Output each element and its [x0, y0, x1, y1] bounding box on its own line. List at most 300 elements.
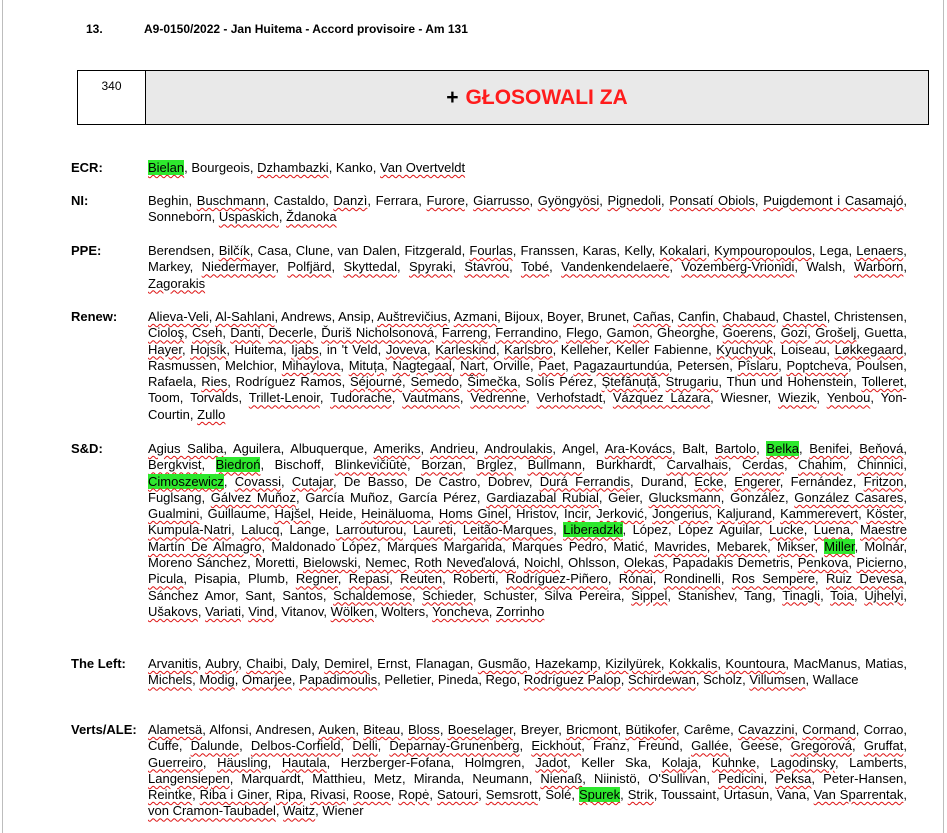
member-name: Grošelj [815, 325, 857, 341]
member-name: Ropė [398, 787, 430, 803]
member-name: Leitão-Marques [462, 522, 554, 538]
member-name: Mihaylova [281, 357, 341, 373]
member-name: Villumsen [749, 672, 806, 688]
member-name: Heinäluoma [361, 506, 431, 522]
member-name: Loiseau [780, 341, 827, 357]
member-name: Sonneborn [148, 209, 212, 225]
member-name: Ferrara [375, 193, 419, 208]
member-name: Androulakis [484, 441, 553, 456]
member-name: De Castro [414, 473, 477, 489]
member-name: Geier [608, 489, 640, 505]
member-name: Covassi [234, 473, 281, 489]
member-name: Bullmann [527, 457, 582, 473]
document-page [2, 0, 944, 833]
member-name: Incir [563, 506, 588, 522]
member-name: Cañas [633, 309, 671, 324]
member-name: Yoncheva [432, 603, 489, 619]
member-name: Dalunde [190, 738, 240, 754]
member-name: Tang [743, 587, 773, 603]
member-name: Kuhnke [711, 754, 756, 770]
member-name: Cerdas [742, 457, 784, 473]
member-name: Hojsík [190, 341, 227, 357]
member-name: Cutajar [291, 473, 334, 489]
member-name: Kaljurand [716, 506, 772, 522]
member-name: Lenaers [856, 243, 904, 258]
plus-symbol: + [446, 85, 459, 109]
member-name: Durand [640, 473, 684, 489]
member-name: Brglez [476, 457, 514, 473]
member-name: Poulsen [856, 357, 904, 373]
member-name: Fuglsang [148, 489, 202, 505]
member-name: Berendsen [148, 243, 211, 258]
member-name: Bartolo [714, 441, 757, 456]
member-name: Bloss [408, 722, 440, 737]
member-name-highlighted: Liberadzki [563, 522, 623, 538]
member-name: Flego [566, 325, 599, 341]
member-name: Scholz [703, 672, 743, 688]
member-name: Chahim [798, 457, 843, 473]
member-name: Borzan [421, 457, 463, 473]
member-name-highlighted: Belka [766, 441, 799, 456]
member-name: Azmani [453, 309, 498, 324]
member-name: Ferrandino [495, 325, 559, 341]
member-name: Roth Neveďalová [414, 555, 516, 571]
group-members: Alieva-Veli, Al-Sahlani, Andrews, Ansip, Auštrevičius, Azmani, Bijoux, Boyer, Brunet, Cañas, Canfin, Chabaud, Chastel, Christensen, Cioloş, Cseh, Danti, Decerle, Ďuriš Nicholsonová, Farreng, Ferrandino, Flego, Gamon, Gheorghe, Goerens, Gozi, Grošelj, Guetta, Hayer, Hojsík, Huitema, Ijabs, in 't Veld, Joveva, Karleskind, Karlsbro, Kelleher, Keller Fabienne, Kyuchyuk, Loiseau, Løkkegaard, Rasmussen, Melchior, Mihaylova, Mituța, Nagtegaal, Nart, Orville, Paet, Pagazaurtundúa, Petersen, Pîslaru, Poptcheva, Poulsen, Rafaela, Ries, Rodríguez Ramos, Séjourné, Semedo, Šimečka, Solís Pérez, Ștefănuță, Strugariu, Thun und Hohenstein, Tolleret, Toom, Torvalds, Trillet-Lenoir, Tudorache, Vautmans, Vedrenne, Verhofstadt, Vázquez Lázara, Wiesner, Wiezik, Yenbou, Yon-Courtin, Zullo [148, 309, 907, 422]
member-name: Agius Saliba [148, 441, 224, 456]
member-name: Miranda [413, 770, 461, 786]
member-name: Mikser [776, 538, 815, 554]
member-name: Andresen [255, 722, 312, 737]
member-name: Chastel [782, 309, 827, 324]
member-name: Auken [318, 722, 356, 737]
member-name: Nagtegaal [392, 357, 452, 373]
member-name: Nart [460, 357, 485, 373]
member-name: Cseh [192, 325, 223, 341]
member-name: Ždanoka [286, 209, 337, 225]
member-name: Jadot [535, 754, 568, 770]
member-name: von Cramon-Taubadel [148, 803, 276, 819]
member-name-highlighted: Cimoszewicz [148, 473, 224, 489]
member-name: Rafaela [148, 374, 193, 390]
member-name: Puigdemont i Casamajó [763, 193, 904, 208]
member-name: Melchior [225, 357, 274, 373]
member-name: Rodríguez Ramos [235, 374, 342, 390]
member-name: García Muñoz [305, 489, 389, 505]
member-name: Laureti [413, 522, 453, 538]
member-name: Séjourné [350, 374, 403, 390]
member-name: Ros Sempere [731, 571, 816, 587]
member-name: Luena [813, 522, 850, 538]
member-name: Papadakis Demetris [672, 555, 790, 571]
member-name: Boyer [546, 309, 581, 324]
member-name: Freund [638, 738, 680, 754]
member-name: Vandenkendelaere [561, 259, 670, 275]
member-name: Wiener [322, 803, 364, 819]
member-name: Cormand [802, 722, 856, 737]
member-name: Rasmussen [148, 357, 217, 373]
member-name: Blinkevičiūtė [334, 457, 408, 473]
member-name: López [632, 522, 668, 538]
member-name: Rego [485, 672, 517, 688]
member-name: Fitzgerald [404, 243, 462, 258]
member-name: Peter-Hansen [823, 770, 904, 786]
member-name-highlighted: Spurek [578, 787, 621, 803]
member-name: Satouri [436, 787, 479, 803]
member-name: Uspaskich [218, 209, 279, 225]
member-name: Roberti [453, 571, 495, 587]
member-name: Biteau [363, 722, 401, 737]
member-name: Holmgren [464, 754, 522, 770]
member-name: Solé [545, 787, 572, 803]
member-name: Goerens [722, 325, 773, 341]
member-name: Wiezik [778, 390, 817, 406]
member-name: Bourgeois [191, 160, 250, 175]
member-name: Kolaja [661, 754, 698, 770]
member-name: Nemec [365, 555, 407, 571]
member-name: Vind [248, 603, 275, 619]
member-name: Yon-Courtin [148, 390, 907, 422]
member-name: Plumb [248, 571, 285, 587]
member-name: Karas [582, 243, 617, 258]
member-name: Herzberger-Fofana [340, 754, 451, 770]
member-name: Verhofstadt [536, 390, 603, 406]
member-name: Bricmont [566, 722, 618, 737]
group-name: Renew: [71, 309, 118, 324]
member-name: Matthieu [312, 770, 363, 786]
member-name: Cavazzini [738, 722, 795, 737]
member-name: Andrieu [430, 441, 475, 456]
member-name: Moretti [255, 555, 295, 571]
member-name: Wallace [812, 672, 859, 688]
member-name: Moreno Sánchez [148, 555, 248, 571]
member-name: Schuster [483, 587, 534, 603]
member-name: Gozi [780, 325, 808, 341]
member-name: Buschmann [196, 193, 266, 208]
member-name: López Aguilar [678, 522, 759, 538]
member-name: Gualmini [148, 506, 200, 522]
member-name: Poptcheva [786, 357, 848, 373]
vote-label: GŁOSOWALI ZA [465, 85, 628, 109]
member-name: González [730, 489, 785, 505]
member-name: Schirdewan [627, 672, 696, 688]
group-members: Bielan, Bourgeois, Dzhambazki, Kanko, Van Overtveldt [148, 160, 466, 175]
group-name: Verts/ALE: [71, 722, 137, 737]
member-name: Huitema [234, 341, 283, 357]
member-name: Zorrinho [495, 603, 545, 619]
member-name: Bilčík [218, 243, 250, 258]
member-name-highlighted: Biedroń [215, 457, 261, 473]
member-name: Al-Sahlani [215, 309, 275, 324]
member-name: Sippel [631, 587, 668, 603]
member-name: Nienaß [540, 770, 583, 786]
member-name: Mavrides [654, 538, 707, 554]
member-name: Heide [318, 506, 353, 522]
member-name: Niedermayer [201, 259, 276, 275]
member-name: Demirel [324, 656, 370, 671]
member-name: Jongerius [652, 506, 709, 522]
member-name: Stavrou [464, 259, 510, 275]
member-name: Michels [148, 672, 193, 688]
member-name: Van Overtveldt [380, 160, 466, 175]
member-name: Zullo [197, 406, 226, 422]
member-name: Flanagan [415, 656, 470, 671]
member-name: Rondinelli [663, 571, 721, 587]
member-name: Solís Pérez [525, 374, 594, 390]
member-name: García Pérez [398, 489, 477, 505]
member-name: De Basso [343, 473, 404, 489]
member-name: Gamon [606, 325, 650, 341]
group-name: PPE: [71, 243, 102, 258]
member-name: Maestre Martín De Almagro [148, 522, 907, 554]
member-name: Kumpula-Natri [148, 522, 232, 538]
member-name: Gregorová [790, 738, 852, 754]
member-name: Beňová [859, 441, 904, 456]
member-name: Van Sparrentak [813, 787, 904, 803]
member-name: Pignedoli [607, 193, 661, 208]
member-name: Lega [819, 243, 849, 258]
member-name: Carême [683, 722, 731, 737]
member-name: Sánchez Amor [148, 587, 235, 603]
member-name: Ohlsson [568, 555, 616, 571]
member-name: Gyöngyösi [537, 193, 600, 208]
member-name: Ernst [377, 656, 408, 671]
member-name: Orville [493, 357, 530, 373]
member-name: Gruffat [863, 738, 904, 754]
member-name-highlighted: Miller [824, 538, 855, 554]
member-name: Köster [866, 506, 904, 522]
member-name: Auštrevičius [377, 309, 448, 324]
member-name: Olekas [623, 555, 665, 571]
member-name: Tolleret [861, 374, 904, 390]
member-name: Bischoff [274, 457, 321, 473]
member-name: Ansip [338, 309, 371, 324]
member-name: Marquardt [241, 770, 301, 786]
member-name: Semedo [410, 374, 459, 390]
member-name: Matias [865, 656, 904, 671]
member-name: Schieder [422, 587, 473, 603]
member-name: Stanishev [677, 587, 734, 603]
member-name: Regner [295, 571, 338, 587]
member-name: Brunet [587, 309, 626, 324]
item-title: A9-0150/2022 - Jan Huitema - Accord provisoire - Am 131 [144, 22, 468, 36]
member-name: Daly [291, 656, 317, 671]
member-name: Delli [352, 738, 378, 754]
member-name: Markey [148, 259, 190, 275]
member-name: Strugariu [665, 374, 719, 390]
member-name: Tobé [520, 259, 550, 275]
member-name: Hristov [516, 506, 556, 522]
group-name: ECR: [71, 160, 103, 175]
member-name: Picula [148, 571, 184, 587]
member-name: Walsh [806, 259, 842, 275]
member-name: Boeselager [447, 722, 513, 737]
member-name: Kokkalis [668, 656, 718, 671]
member-name: González Casares [794, 489, 904, 505]
member-name: Franz [593, 738, 627, 754]
member-name: Tudorache [330, 390, 392, 406]
member-name: Kelleher [560, 341, 608, 357]
member-name: Variati [205, 603, 241, 619]
member-name: Bielowski [303, 555, 358, 571]
member-name: in 't Veld [326, 341, 378, 357]
member-name: Riba i Giner [199, 787, 269, 803]
member-name-highlighted: Bielan [148, 160, 185, 175]
member-name: Franssen [520, 243, 575, 258]
member-name: Albuquerque [290, 441, 364, 456]
member-name: Ujhelyi [864, 587, 904, 603]
member-name: Burkhardt [595, 457, 653, 473]
member-name: Modig [199, 672, 235, 688]
member-name: Hayer [148, 341, 182, 357]
member-name: Toom [148, 390, 180, 406]
vote-count: 340 [78, 71, 146, 124]
member-name: Semsrott [485, 787, 538, 803]
member-name: Kanko [335, 160, 373, 175]
member-name: Hajšel [274, 506, 311, 522]
member-name: Ries [201, 374, 228, 390]
member-name: Ștefănuță [601, 374, 658, 390]
member-name: Deparnay-Grunenberg [389, 738, 520, 754]
member-name: Corrao [863, 722, 904, 737]
member-name: Balt [682, 441, 705, 456]
member-name: Fernández [790, 473, 853, 489]
member-name: MacManus [793, 656, 858, 671]
member-name: Waitz [283, 803, 316, 819]
member-name: Torvalds [190, 390, 239, 406]
member-name: Gardiazabal Rubial [486, 489, 599, 505]
member-name: Polfjärd [287, 259, 332, 275]
member-name: Lamberts [849, 754, 904, 770]
member-name: Christensen [833, 309, 904, 324]
member-name: Ecke [694, 473, 724, 489]
member-name: Skyttedal [343, 259, 397, 275]
member-name: Dzhambazki [257, 160, 329, 175]
member-name: Maldonado López [271, 538, 378, 554]
member-name: Castaldo [273, 193, 326, 208]
member-name: Matić [613, 538, 645, 554]
member-name: Bijoux [504, 309, 540, 324]
member-name: Løkkegaard [834, 341, 904, 357]
member-name: Wölken [330, 603, 375, 619]
member-name: Molnár [864, 538, 904, 554]
member-name: Reintke [148, 787, 193, 803]
member-name: Strik [627, 787, 654, 803]
member-name: Trillet-Lenoir [248, 390, 320, 406]
member-name: Kelly [624, 243, 652, 258]
member-name: Bütikofer [625, 722, 676, 737]
member-name: Geese [740, 738, 779, 754]
member-name: Tinagli [782, 587, 821, 603]
member-name: Neumann [472, 770, 529, 786]
member-name: Chinnici [857, 457, 904, 473]
member-name: Toussaint [661, 787, 716, 803]
member-name: Aguilera [232, 441, 281, 456]
member-name: Furore [426, 193, 465, 208]
member-name: Niinistö [593, 770, 637, 786]
member-name: Joveva [385, 341, 428, 357]
member-name: Roose [353, 787, 391, 803]
group-name: The Left: [71, 656, 126, 671]
member-name: Alametsä [148, 722, 203, 737]
member-name: Decerle [268, 325, 314, 341]
group-members: Agius Saliba, Aguilera, Albuquerque, Ameriks, Andrieu, Androulakis, Angel, Ara-Kovács, Balt, Bartolo, Belka, Benifei, Beňová, Bergkvist, Biedroń, Bischoff, Blinkevičiūtė, Borzan, Brglez, Bullmann, Burkhardt, Carvalhais, Cerdas, Chahim, Chinnici, Cimoszewicz, Covassi, Cutajar, De Basso, De Castro, Dobrev, Durá Ferrandis, Durand, Ecke, Engerer, Fernández, Fritzon, Fuglsang, Gálvez Muñoz, García Muñoz, García Pérez, Gardiazabal Rubial, Geier, Glucksmann, González, González Casares, Gualmini, Guillaume, Hajšel, Heide, Heinäluoma, Homs Ginel, Hristov, Incir, Jerković, Jongerius, Kaljurand, Kammerevert, Köster, Kumpula-Natri, Lalucq, Lange, Larrouturou, Laureti, Leitão-Marques, Liberadzki, López, López Aguilar, Lucke, Luena, Maestre Martín De Almagro, Maldonado López, Marques Margarida, Marques Pedro, Matić, Mavrides, Mebarek, Mikser, Miller, Molnár, Moreno Sánchez, Moretti, Bielowski, Nemec, Roth Neveďalová, Noichl, Ohlsson, Olekas, Papadakis Demetris, Penkova, Picierno, Picula, Pisapia, Plumb, Regner, Repasi, Reuten, Roberti, Rodríguez-Piñero, Rónai, Rondinelli, Ros Sempere, Ruiz Devesa, Sánchez Amor, Sant, Santos, Schaldemose, Schieder, Schuster, Silva Pereira, Sippel, Stanishev, Tang, Tinagli, Toia, Ujhelyi, Ušakovs, Variati, Vind, Vitanov, Wölken, Wolters, Yoncheva, Zorrinho [148, 441, 908, 619]
group-members: Berendsen, Bilčík, Casa, Clune, van Dalen, Fitzgerald, Fourlas, Franssen, Karas, Kelly, Kokalari, Kympouropoulos, Lega, Lenaers, Markey, Niedermayer, Polfjärd, Skyttedal, Spyraki, Stavrou, Tobé, Vandenkendelaere, Vozemberg-Vrionidi, Walsh, Warborn, Zagorakis [148, 243, 908, 291]
member-name: Häusling [217, 754, 268, 770]
member-name: Pedicini [718, 770, 764, 786]
member-name: Ameriks [373, 441, 421, 456]
member-name: Šimečka [467, 374, 518, 390]
member-name: Peksa [775, 770, 812, 786]
member-name: Vitanov [281, 603, 324, 619]
member-name: Repasi [348, 571, 390, 587]
vote-box [77, 70, 929, 125]
member-name: Rivasi [310, 787, 346, 803]
member-name: Benifei [809, 441, 849, 456]
member-name: Penkova [797, 555, 849, 571]
member-name: Arvanitis [148, 656, 198, 671]
member-name: Sant [245, 587, 273, 603]
member-name: Aubry [205, 656, 239, 671]
member-name: Schaldemose [333, 587, 412, 603]
group-name: S&D: [71, 441, 103, 456]
member-name: Lalucq [241, 522, 280, 538]
group-members: Beghin, Buschmann, Castaldo, Danzì, Ferrara, Furore, Giarrusso, Gyöngyösi, Pignedoli, Ponsatí Obiols, Puigdemont i Casamajó, Sonneborn, Uspaskich, Ždanoka [148, 193, 907, 225]
member-name: Angel [561, 441, 596, 456]
member-name: Vautmans [402, 390, 460, 406]
member-name: Ušakovs [148, 603, 198, 619]
group-members: Alametsä, Alfonsi, Andresen, Auken, Biteau, Bloss, Boeselager, Breyer, Bricmont, Bütikofer, Carême, Cavazzini, Cormand, Corrao, Cuffe, Dalunde, Delbos-Corfield, Delli, Deparnay-Grunenberg, Eickhout, Franz, Freund, Gallée, Geese, Gregorová, Gruffat, Guerreiro, Häusling, Hautala, Herzberger-Fofana, Holmgren, Jadot, Keller Ska, Kolaja, Kuhnke, Lagodinsky, Lamberts, Langensiepen, Marquardt, Matthieu, Metz, Miranda, Neumann, Nienaß, Niinistö, O'Sullivan, Pedicini, Peksa, Peter-Hansen, Reintke, Riba i Giner, Ripa, Rivasi, Roose, Ropė, Satouri, Semsrott, Solé, Spurek, Strik, Toussaint, Urtasun, Vana, Van Sparrentak, von Cramon-Taubadel, Waitz, Wiener [148, 722, 908, 819]
vote-heading [146, 71, 928, 124]
member-name: Karleskind [435, 341, 496, 357]
item-header [86, 22, 468, 36]
member-name: Thun und Hohenstein [726, 374, 854, 390]
member-name: Engerer [734, 473, 780, 489]
member-name: Rodríguez Palop [523, 672, 621, 688]
member-name: Cioloş [148, 325, 185, 341]
member-name: Yenbou [826, 390, 871, 406]
member-name: Carvalhais [666, 457, 728, 473]
member-name: Gálvez Muñoz [210, 489, 296, 505]
member-name: Larrouturou [335, 522, 403, 538]
member-name: Omarjee [241, 672, 292, 688]
member-name: Ruiz Devesa [825, 571, 904, 587]
member-name: Picierno [856, 555, 904, 571]
member-name: Pisapia [194, 571, 238, 587]
member-name: Ripa [275, 787, 303, 803]
member-name: Giarrusso [473, 193, 530, 208]
member-name: Casa [257, 243, 288, 258]
member-name: Langensiepen [148, 770, 230, 786]
member-name: van Dalen [337, 243, 397, 258]
member-name: Pelletier [384, 672, 431, 688]
item-number: 13. [86, 22, 103, 36]
member-name: Kympouropoulos [714, 243, 812, 258]
member-name: Ponsatí Obiols [669, 193, 755, 208]
member-name: Pineda [437, 672, 479, 688]
member-name: Petersen [677, 357, 730, 373]
member-name: Pîslaru [737, 357, 779, 373]
member-name: Mebarek [716, 538, 768, 554]
member-name: Rodríguez-Piñero [505, 571, 608, 587]
member-name: Wolters [381, 603, 426, 619]
member-name: Noichl [523, 555, 561, 571]
member-name: Durá Ferrandis [539, 473, 631, 489]
member-name: Canfin [677, 309, 716, 324]
member-name: Gheorghe [657, 325, 715, 341]
member-name: Warborn [854, 259, 904, 275]
member-name: Kammerevert [780, 506, 859, 522]
member-name: Marques Pedro [511, 538, 604, 554]
